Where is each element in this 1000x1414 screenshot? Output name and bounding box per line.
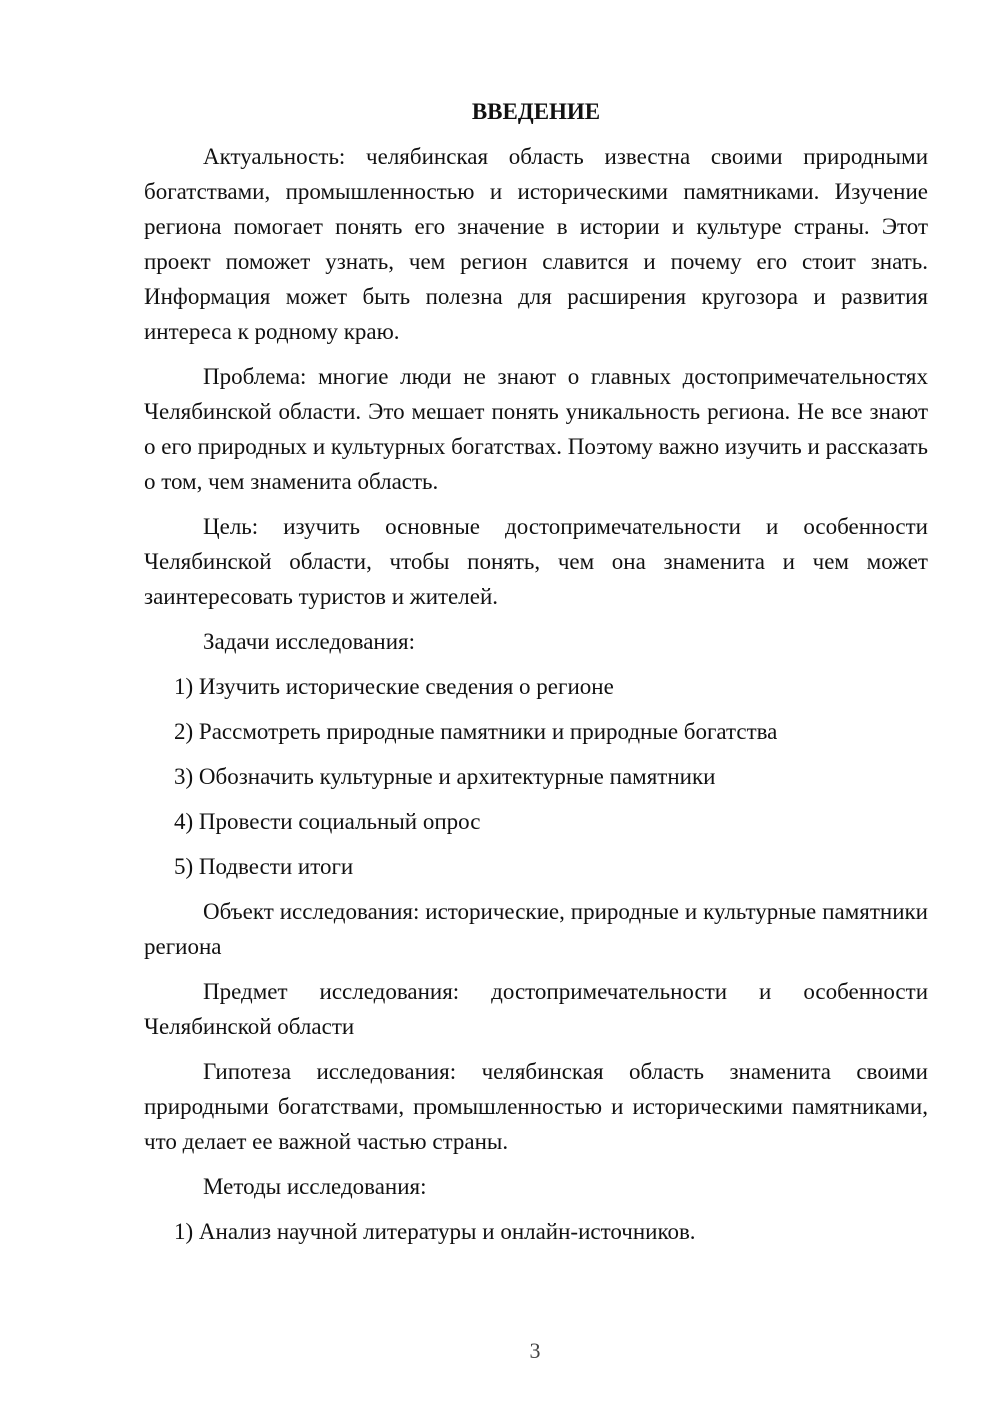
list-item: 4) Провести социальный опрос xyxy=(174,809,481,834)
list-item: 5) Подвести итоги xyxy=(174,854,354,879)
object-paragraph: Объект исследования: исторические, природные и культурные памятники региона xyxy=(144,899,928,959)
page-title: ВВЕДЕНИЕ xyxy=(471,99,601,124)
methods-list xyxy=(144,1214,928,1249)
list-item: 3) Обозначить культурные и архитектурные памятники xyxy=(174,764,716,789)
page-content xyxy=(144,94,928,1259)
page-number: 3 xyxy=(529,1338,541,1363)
list-item: 1) Анализ научной литературы и онлайн-источников. xyxy=(174,1219,696,1244)
list-item: 1) Изучить исторические сведения о регионе xyxy=(174,674,614,699)
relevance-paragraph: Актуальность: челябинская область известна своими природными богатствами, промышленностью и историческими памятниками. Изучение региона помогает понять его значение в истории и культуре страны. Этот проект поможет узнать, чем регион славится и почему его стоит знать. Информация может быть полезна для расширения кругозора и развития интереса к родному краю. xyxy=(144,144,928,344)
hypothesis-paragraph: Гипотеза исследования: челябинская область знаменита своими природными богатствами, промышленностью и историческими памятниками, что делает ее важной частью страны. xyxy=(144,1059,928,1154)
tasks-title: Задачи исследования: xyxy=(203,629,416,654)
tasks-list xyxy=(144,669,928,884)
subject-paragraph: Предмет исследования: достопримечательности и особенности Челябинской области xyxy=(144,979,928,1039)
methods-title: Методы исследования: xyxy=(203,1174,427,1199)
problem-paragraph: Проблема: многие люди не знают о главных достопримечательностях Челябинской области. Это мешает понять уникальность региона. Не все знают о его природных и культурных богатствах. Поэтому важно изучить и рассказать о том, чем знаменита область. xyxy=(144,364,928,494)
goal-paragraph: Цель: изучить основные достопримечательности и особенности Челябинской области, чтобы понять, чем она знаменита и чем может заинтересовать туристов и жителей. xyxy=(144,514,928,609)
list-item: 2) Рассмотреть природные памятники и природные богатства xyxy=(174,719,778,744)
